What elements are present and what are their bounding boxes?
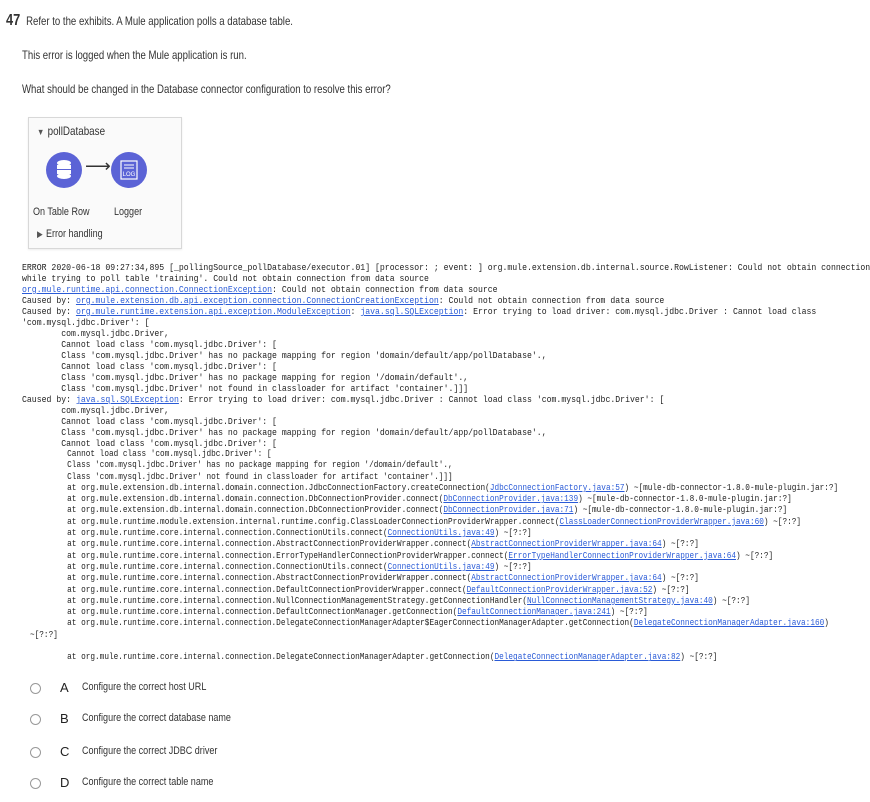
question-number: 47 (6, 12, 21, 29)
log-text: ) ~[?:?] (494, 561, 532, 572)
log-text: ~[?:?] (30, 629, 58, 640)
log-link[interactable]: DbConnectionProvider.java:71 (443, 505, 574, 516)
log-line (22, 361, 684, 372)
log-text: : Error trying to load driver: com.mysql.jdbc.Driver : Cannot load class (463, 306, 817, 317)
log-line (30, 505, 788, 516)
log-text: ) (824, 618, 829, 629)
collapse-triangle-icon: ▼ (37, 127, 45, 137)
log-text: Class 'com.mysql.jdbc.Driver' not found in classloader for artifact 'container'.]]] (22, 383, 469, 394)
log-text: at org.mule.runtime.core.internal.connection.AbstractConnectionProviderWrapper.connect( (30, 573, 472, 584)
database-icon (46, 152, 82, 188)
log-text: Cannot load class 'com.mysql.jdbc.Driver': [ (22, 339, 277, 350)
log-text: at org.mule.runtime.core.internal.connection.DelegateConnectionManagerAdapter$EagerConnectionManagerAdapter.getConnection( (30, 618, 634, 629)
error-handling-row (37, 228, 103, 240)
option-text: Configure the correct host URL (82, 681, 207, 693)
log-link[interactable]: org.mule.runtime.extension.api.exception.ModuleException (75, 306, 351, 317)
log-text: ) ~[?:?] (494, 528, 532, 539)
stack-trace-exhibit (30, 449, 839, 669)
error-log-exhibit (22, 262, 870, 449)
log-text: Cannot load class 'com.mysql.jdbc.Driver': [ (22, 416, 277, 427)
flow-arrow-icon: ⟶ (85, 156, 111, 176)
radio-button[interactable] (30, 778, 41, 789)
log-text: while trying to poll table 'training'. Could not obtain connection from data source (22, 273, 429, 284)
log-link[interactable]: DefaultConnectionProviderWrapper.java:52 (466, 584, 653, 595)
log-text: com.mysql.jdbc.Driver, (22, 405, 170, 416)
log-line (30, 539, 699, 550)
log-text: : (350, 306, 361, 317)
log-text: at org.mule.runtime.core.internal.connection.DelegateConnectionManagerAdapter.getConnection( (30, 652, 495, 663)
log-link[interactable]: ConnectionUtils.java:49 (387, 528, 495, 539)
error-note: This error is logged when the Mule application is run. (22, 48, 247, 62)
log-line (22, 306, 817, 317)
option-letter: D (60, 775, 70, 790)
log-line (30, 550, 774, 562)
log-line (30, 562, 692, 573)
log-link[interactable]: ClassLoaderConnectionProviderWrapper.java:60 (559, 516, 764, 527)
option-letter: C (60, 744, 70, 759)
log-line (30, 516, 802, 528)
log-text: Class 'com.mysql.jdbc.Driver' has no package mapping for region '/domain/default'., (22, 372, 469, 383)
log-text: Cannot load class 'com.mysql.jdbc.Driver': [ (22, 361, 277, 372)
log-text: Caused by: (22, 295, 76, 306)
log-text: com.mysql.jdbc.Driver, (22, 328, 170, 339)
option-text: Configure the correct table name (82, 776, 214, 788)
log-line (22, 328, 684, 339)
log-link[interactable]: JdbcConnectionFactory.java:57 (489, 482, 625, 493)
option-letter: A (60, 680, 69, 695)
log-line (30, 482, 839, 494)
log-line (22, 438, 684, 449)
log-link[interactable]: org.mule.extension.db.api.exception.connection.ConnectionCreationException (75, 295, 439, 306)
log-line (22, 394, 684, 405)
log-text: at org.mule.runtime.core.internal.connection.DefaultConnectionProviderWrapper.connect( (30, 584, 467, 595)
question-header (6, 12, 293, 30)
log-text: Caused by: (22, 306, 76, 317)
log-line (22, 262, 870, 273)
log-link[interactable]: DelegateConnectionManagerAdapter.java:82 (494, 652, 681, 663)
radio-button[interactable] (30, 747, 41, 758)
log-line (30, 449, 692, 460)
log-link[interactable]: AbstractConnectionProviderWrapper.java:64 (471, 539, 662, 550)
log-line (30, 652, 718, 663)
log-text: : Could not obtain connection from data source (272, 284, 498, 295)
radio-button[interactable] (30, 683, 41, 694)
log-text: ) ~[mule-db-connector-1.8.0-mule-plugin.jar:?] (573, 505, 788, 516)
log-line (22, 427, 684, 438)
log-link[interactable]: AbstractConnectionProviderWrapper.java:64 (471, 573, 662, 584)
log-text: ) ~[mule-db-connector-1.8.0-mule-plugin.jar:?] (578, 494, 792, 505)
log-text: : Error trying to load driver: com.mysql.jdbc.Driver : Cannot load class 'com.mysql.jdbc.Driver': [ (178, 394, 665, 405)
log-text (30, 641, 35, 651)
log-line (30, 607, 692, 618)
option-text: Configure the correct database name (82, 712, 231, 724)
log-line (22, 350, 684, 361)
log-text: at org.mule.extension.db.internal.domain.connection.JdbcConnectionFactory.createConnection( (30, 482, 490, 493)
log-text: ) ~[mule-db-connector-1.8.0-mule-plugin.jar:?] (624, 482, 839, 493)
log-text: Class 'com.mysql.jdbc.Driver' has no package mapping for region 'domain/default/app/pollDatabase'., (22, 350, 547, 361)
log-text: ) ~[?:?] (661, 573, 699, 584)
log-line (22, 405, 684, 416)
log-text: ERROR 2020-06-18 09:27:34,895 [_pollingSource_pollDatabase/executor.01] [processor: ; event: ] org.mule.extension.db.internal.source.RowListener: Could not obtain connection (22, 262, 870, 273)
log-line (22, 273, 684, 284)
log-text: at org.mule.runtime.core.internal.connection.ConnectionUtils.connect( (30, 528, 388, 539)
question-intro: Refer to the exhibits. A Mule application polls a database table. (26, 14, 293, 28)
log-link[interactable]: java.sql.SQLException (360, 306, 464, 317)
log-text: at org.mule.extension.db.internal.domain.connection.DbConnectionProvider.connect( (30, 505, 444, 516)
log-text: at org.mule.runtime.core.internal.connection.NullConnectionManagementStrategy.getConnectionHandler( (30, 595, 527, 606)
log-text: ) ~[?:?] (680, 652, 718, 663)
log-line (30, 494, 792, 505)
log-line (22, 372, 684, 383)
flow-name: pollDatabase (47, 124, 106, 138)
log-line (22, 317, 684, 328)
expand-triangle-icon: ▶ (37, 229, 43, 239)
log-text: ) ~[?:?] (652, 584, 690, 595)
log-text: Caused by: (22, 394, 76, 405)
log-link[interactable]: ErrorTypeHandlerConnectionProviderWrapper.java:64 (508, 550, 737, 561)
question-prompt: What should be changed in the Database connector configuration to resolve this error? (22, 82, 391, 96)
log-text: ) ~[?:?] (610, 607, 648, 618)
log-link[interactable]: DefaultConnectionManager.java:241 (457, 607, 611, 618)
radio-button[interactable] (30, 714, 41, 725)
log-text: ) ~[?:?] (712, 595, 750, 606)
log-link[interactable]: NullConnectionManagementStrategy.java:40 (526, 595, 713, 606)
log-link[interactable]: DbConnectionProvider.java:139 (443, 494, 579, 505)
log-text: at org.mule.runtime.core.internal.connection.ErrorTypeHandlerConnectionProviderWrapper.connect( (30, 550, 509, 561)
log-line (30, 573, 699, 584)
log-text: Class 'com.mysql.jdbc.Driver' not found in classloader for artifact 'container'.]]] (30, 471, 453, 482)
option-letter: B (60, 711, 69, 726)
log-line (30, 630, 692, 641)
log-line (30, 460, 692, 471)
log-line (30, 472, 692, 483)
log-text: ) ~[?:?] (661, 539, 699, 550)
logger-label: Logger (114, 206, 143, 218)
log-text: at org.mule.runtime.module.extension.internal.runtime.config.ClassLoaderConnectionProviderWrapper.connect( (30, 516, 560, 527)
log-text: at org.mule.extension.db.internal.domain.connection.DbConnectionProvider.connect( (30, 494, 444, 505)
log-text: ) ~[?:?] (736, 550, 774, 561)
log-link[interactable]: org.mule.runtime.api.connection.ConnectionException (22, 284, 273, 295)
log-line (30, 528, 692, 539)
option-text: Configure the correct JDBC driver (82, 745, 218, 757)
log-text: Cannot load class 'com.mysql.jdbc.Driver': [ (22, 438, 277, 449)
log-line (22, 339, 684, 350)
log-line (22, 295, 684, 306)
log-line (30, 618, 829, 629)
log-link[interactable]: java.sql.SQLException (75, 394, 179, 405)
log-line (30, 585, 692, 596)
log-text: Class 'com.mysql.jdbc.Driver' has no package mapping for region '/domain/default'., (30, 460, 453, 471)
log-line (30, 595, 750, 607)
log-text: 'com.mysql.jdbc.Driver': [ (22, 317, 150, 328)
log-text: ) ~[?:?] (763, 516, 802, 527)
flow-title (37, 124, 105, 138)
log-line (22, 284, 684, 295)
log-text: at org.mule.runtime.core.internal.connection.ConnectionUtils.connect( (30, 561, 388, 572)
error-handling-label: Error handling (45, 228, 103, 240)
log-link[interactable]: ConnectionUtils.java:49 (387, 561, 495, 572)
log-text: Class 'com.mysql.jdbc.Driver' has no package mapping for region 'domain/default/app/pollDatabase'., (22, 427, 547, 438)
log-text: at org.mule.runtime.core.internal.connection.AbstractConnectionProviderWrapper.connect( (30, 539, 472, 550)
svg-text:LOG: LOG (122, 172, 136, 178)
source-label: On Table Row (33, 206, 90, 218)
flow-exhibit (28, 117, 182, 249)
log-line (22, 416, 684, 427)
log-text: at org.mule.runtime.core.internal.connection.DefaultConnectionManager.getConnection( (30, 607, 458, 618)
log-link[interactable]: DelegateConnectionManagerAdapter.java:160 (633, 618, 825, 629)
log-line (30, 641, 692, 652)
log-line (22, 383, 684, 394)
logger-icon (111, 152, 147, 188)
log-text: : Could not obtain connection from data source (438, 295, 665, 306)
log-text: Cannot load class 'com.mysql.jdbc.Driver': [ (30, 449, 272, 459)
